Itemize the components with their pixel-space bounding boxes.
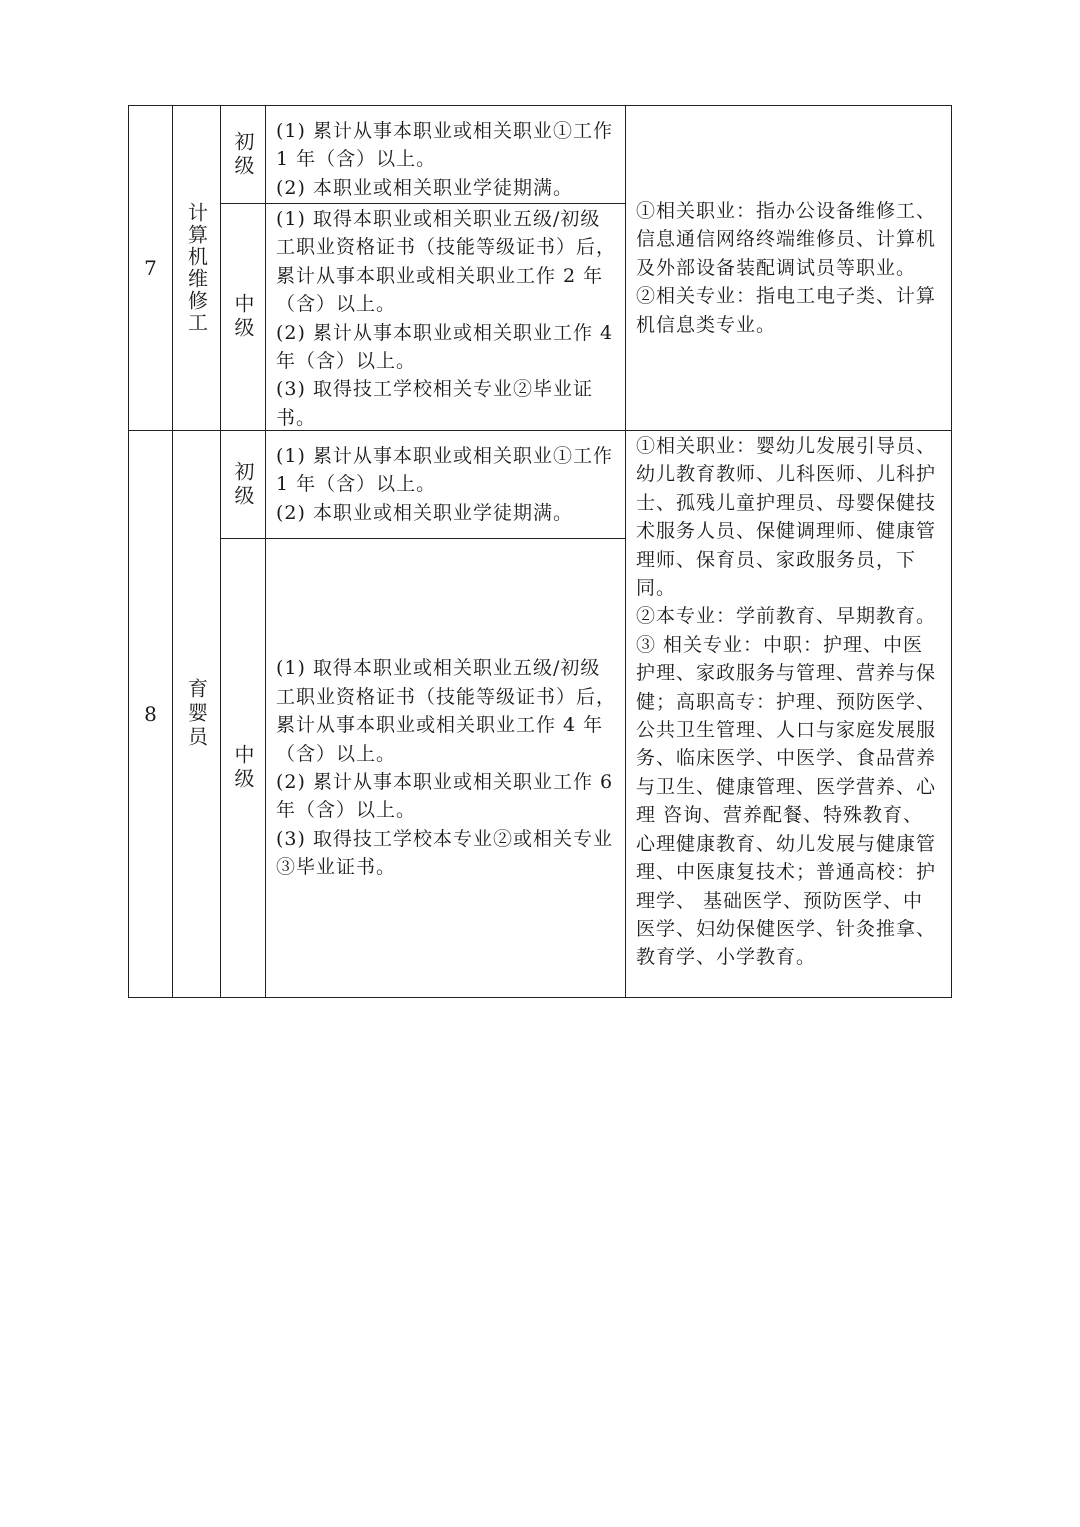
note-item: ②相关专业：指电工电子类、计算机信息类专业。: [636, 285, 937, 336]
notes-cell: [625, 430, 952, 998]
occupation-name: 计算机维修工: [184, 202, 209, 334]
note-item: ①相关职业：婴幼儿发展引导员、幼儿教育教师、儿科医师、儿科护士、孤残儿童护理员、母婴保健技术服务人员、保健调理师、健康管理师、保育员、家政服务员，下同。: [636, 435, 937, 600]
conditions-cell: [265, 538, 626, 998]
level-label: 初级: [231, 130, 255, 179]
occupation-name: 育婴员: [184, 678, 209, 750]
level-label: 中级: [231, 293, 255, 341]
condition-item: (3) 取得技工学校相关专业②毕业证书。: [276, 378, 593, 429]
condition-item: (3) 取得技工学校本专业②或相关专业③毕业证书。: [276, 827, 613, 879]
level-cell: [220, 430, 266, 539]
level-cell: [220, 203, 266, 431]
condition-item: (1) 取得本职业或相关职业五级/初级工职业资格证书（技能等级证书）后，累计从事本职业或相关职业工作 4 年（含）以上。: [276, 657, 617, 765]
condition-item: (2) 本职业或相关职业学徒期满。: [276, 176, 573, 199]
row-number: 7: [144, 255, 157, 280]
level-label: 中级: [231, 744, 255, 792]
note-item: ③ 相关专业：中职：护理、中医护理、家政服务与管理、营养与保健；高职高专：护理、预防医学、公共卫生管理、人口与家庭发展服务、临床医学、中医学、食品营养与卫生、健康管理、医学营养、心理 咨询、营养配餐、特殊教育、心理健康教育、幼儿发展与健康管理、中医康复技术；普通高校：护理学、 基础医学、预防医学、中医学、妇幼保健医学、针灸推拿、教育学、小学教育。: [636, 633, 937, 969]
condition-item: (2) 累计从事本职业或相关职业工作 4 年（含）以上。: [276, 321, 621, 373]
condition-item: (2) 本职业或相关职业学徒期满。: [276, 501, 573, 524]
occupation-cell: [172, 105, 221, 431]
note-item: ①相关职业：指办公设备维修工、信息通信网络终端维修员、计算机及外部设备装配调试员等职业。: [636, 199, 937, 279]
note-item: ②本专业：学前教育、早期教育。: [636, 605, 937, 628]
condition-item: (2) 累计从事本职业或相关职业工作 6 年（含）以上。: [276, 771, 621, 822]
level-cell: [220, 105, 266, 204]
row-number-cell: [128, 105, 173, 431]
row-number-cell: [128, 430, 173, 998]
conditions-cell: [265, 105, 626, 204]
condition-item: (1) 取得本职业或相关职业五级/初级工职业资格证书（技能等级证书）后，累计从事本职业或相关职业工作 2 年（含）以上。: [276, 208, 617, 316]
conditions-cell: [265, 430, 626, 539]
row-number: 8: [144, 701, 157, 726]
conditions-cell: [265, 203, 626, 431]
condition-item: (1) 累计从事本职业或相关职业①工作 1 年（含）以上。: [276, 120, 621, 171]
level-label: 初级: [231, 460, 255, 509]
level-cell: [220, 538, 266, 998]
occupation-cell: [172, 430, 221, 998]
condition-item: (1) 累计从事本职业或相关职业①工作 1 年（含）以上。: [276, 445, 621, 496]
notes-cell: [625, 105, 952, 431]
